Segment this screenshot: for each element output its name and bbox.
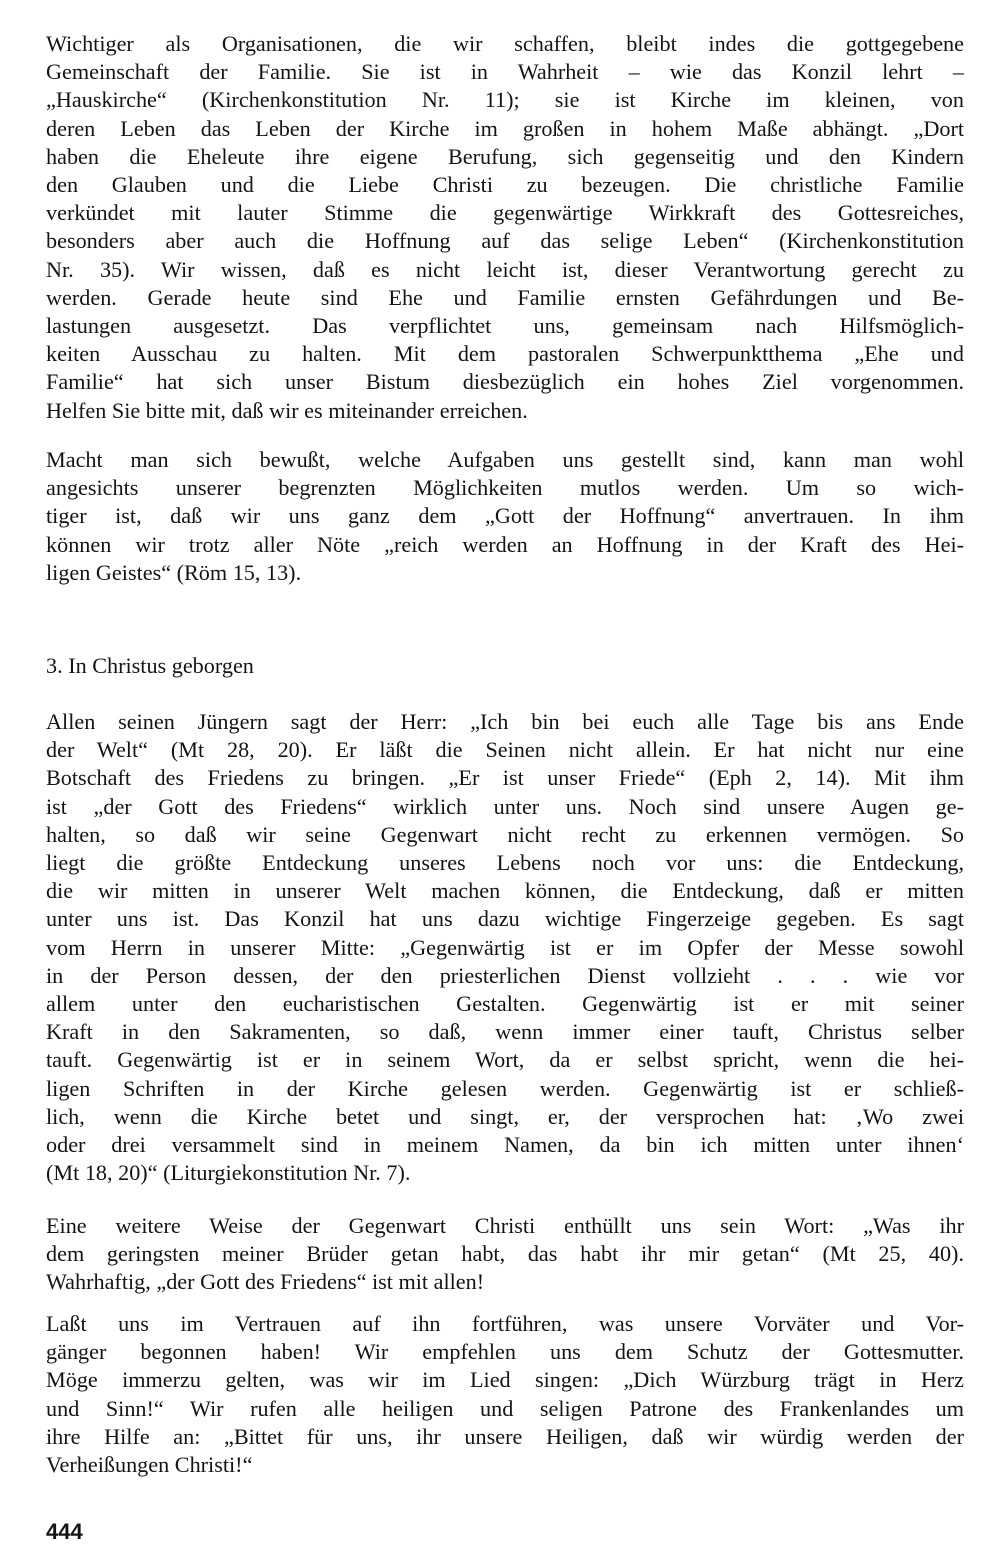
text-line: Botschaft des Friedens zu bringen. „Er ist unser Friede“ (Eph 2, 14). Mit ihm [46, 765, 964, 791]
text-line: ligen Schriften in der Kirche gelesen werden. Gegenwärtig ist er schließ- [46, 1075, 964, 1101]
text-line: oder drei versammelt sind in meinem Namen, da bin ich mitten unter ihnen‘ [46, 1132, 964, 1158]
text-line: Familie“ hat sich unser Bistum diesbezüglich ein hohes Ziel vorgenommen. [46, 369, 964, 395]
text-line: deren Leben das Leben der Kirche im großen in hohem Maße abhängt. „Dort [46, 115, 964, 141]
text-line: den Glauben und die Liebe Christi zu bezeugen. Die christliche Familie [46, 172, 964, 198]
text-line: die wir mitten in unserer Welt machen können, die Entdeckung, daß er mitten [46, 878, 964, 904]
text-line: gänger begonnen haben! Wir empfehlen uns dem Schutz der Gottesmutter. [46, 1339, 964, 1365]
text-line: ist „der Gott des Friedens“ wirklich unter uns. Noch sind unsere Augen ge- [46, 793, 964, 819]
text-line: Möge immerzu gelten, was wir im Lied singen: „Dich Würzburg trägt in Herz [46, 1367, 964, 1393]
text-line: der Welt“ (Mt 28, 20). Er läßt die Seinen nicht allein. Er hat nicht nur eine [46, 737, 964, 763]
body-paragraph-hope [46, 446, 964, 587]
text-line: besonders aber auch die Hoffnung auf das selige Leben“ (Kirchenkonstitution [46, 228, 964, 254]
text-line: allem unter den eucharistischen Gestalten. Gegenwärtig ist er mit seiner [46, 991, 964, 1017]
text-line: ligen Geistes“ (Röm 15, 13). [46, 559, 302, 585]
text-line: „Hauskirche“ (Kirchenkonstitution Nr. 11); sie ist Kirche im kleinen, von [46, 87, 964, 113]
text-line: haben die Eheleute ihre eigene Berufung, sich gegenseitig und den Kindern [46, 143, 964, 169]
text-line: ihre Hilfe an: „Bittet für uns, ihr unsere Heiligen, daß wir würdig werden der [46, 1423, 964, 1449]
text-line: halten, so daß wir seine Gegenwart nicht recht zu erkennen vermögen. So [46, 821, 964, 847]
text-line: liegt die größte Entdeckung unseres Lebens noch vor uns: die Entdeckung, [46, 850, 964, 876]
body-paragraph-presence [46, 708, 964, 1187]
text-line: tauft. Gegenwärtig ist er in seinem Wort, da er selbst spricht, wenn die hei- [46, 1047, 964, 1073]
text-line: vom Herrn in unserer Mitte: „Gegenwärtig ist er im Opfer der Messe sowohl [46, 934, 964, 960]
text-line: unter uns ist. Das Konzil hat uns dazu wichtige Fingerzeige gegeben. Es sagt [46, 906, 964, 932]
text-line: Wahrhaftig, „der Gott des Friedens“ ist mit allen! [46, 1269, 485, 1295]
text-line: Macht man sich bewußt, welche Aufgaben uns gestellt sind, kann man wohl [46, 447, 964, 472]
body-paragraph-family [46, 30, 964, 425]
text-line: angesichts unserer begrenzten Möglichkeiten mutlos werden. Um so wich- [46, 475, 964, 501]
text-line: lich, wenn die Kirche betet und singt, er, der versprochen hat: ‚Wo zwei [46, 1103, 964, 1129]
text-line: tiger ist, daß wir uns ganz dem „Gott der Hoffnung“ anvertrauen. In ihm [46, 503, 964, 529]
text-line: Laßt uns im Vertrauen auf ihn fortführen, was unsere Vorväter und Vor- [46, 1311, 964, 1336]
text-line: lastungen ausgesetzt. Das verpflichtet uns, gemeinsam nach Hilfsmöglich- [46, 313, 964, 339]
text-line: Eine weitere Weise der Gegenwart Christi enthüllt uns sein Wort: „Was ihr [46, 1213, 964, 1238]
body-paragraph-closing [46, 1310, 964, 1479]
page-number: 444 [46, 1519, 83, 1544]
text-line: Helfen Sie bitte mit, daß wir es miteinander erreichen. [46, 397, 528, 423]
text-line: und Sinn!“ Wir rufen alle heiligen und seligen Patrone des Frankenlandes um [46, 1395, 964, 1421]
text-line: (Mt 18, 20)“ (Liturgiekonstitution Nr. 7). [46, 1160, 411, 1186]
section-heading: 3. In Christus geborgen [46, 653, 254, 678]
text-line: können wir trotz aller Nöte „reich werden an Hoffnung in der Kraft des Hei- [46, 531, 964, 557]
text-line: Allen seinen Jüngern sagt der Herr: „Ich bin bei euch alle Tage bis ans Ende [46, 709, 964, 734]
text-line: dem geringsten meiner Brüder getan habt, das habt ihr mir getan“ (Mt 25, 40). [46, 1241, 964, 1267]
text-line: Gemeinschaft der Familie. Sie ist in Wahrheit – wie das Konzil lehrt – [46, 59, 964, 85]
text-line: Nr. 35). Wir wissen, daß es nicht leicht ist, dieser Verantwortung gerecht zu [46, 256, 964, 282]
text-line: in der Person dessen, der den priesterlichen Dienst vollzieht . . . wie vor [46, 962, 964, 988]
text-line: Kraft in den Sakramenten, so daß, wenn immer einer tauft, Christus selber [46, 1019, 964, 1045]
body-paragraph-word [46, 1212, 964, 1297]
text-line: keiten Ausschau zu halten. Mit dem pastoralen Schwerpunktthema „Ehe und [46, 341, 964, 367]
text-line: werden. Gerade heute sind Ehe und Familie ernsten Gefährdungen und Be- [46, 284, 964, 310]
text-line: Verheißungen Christi!“ [46, 1452, 253, 1478]
text-line: verkündet mit lauter Stimme die gegenwärtige Wirkkraft des Gottesreiches, [46, 200, 964, 226]
text-line: Wichtiger als Organisationen, die wir schaffen, bleibt indes die gottgegebene [46, 31, 964, 56]
